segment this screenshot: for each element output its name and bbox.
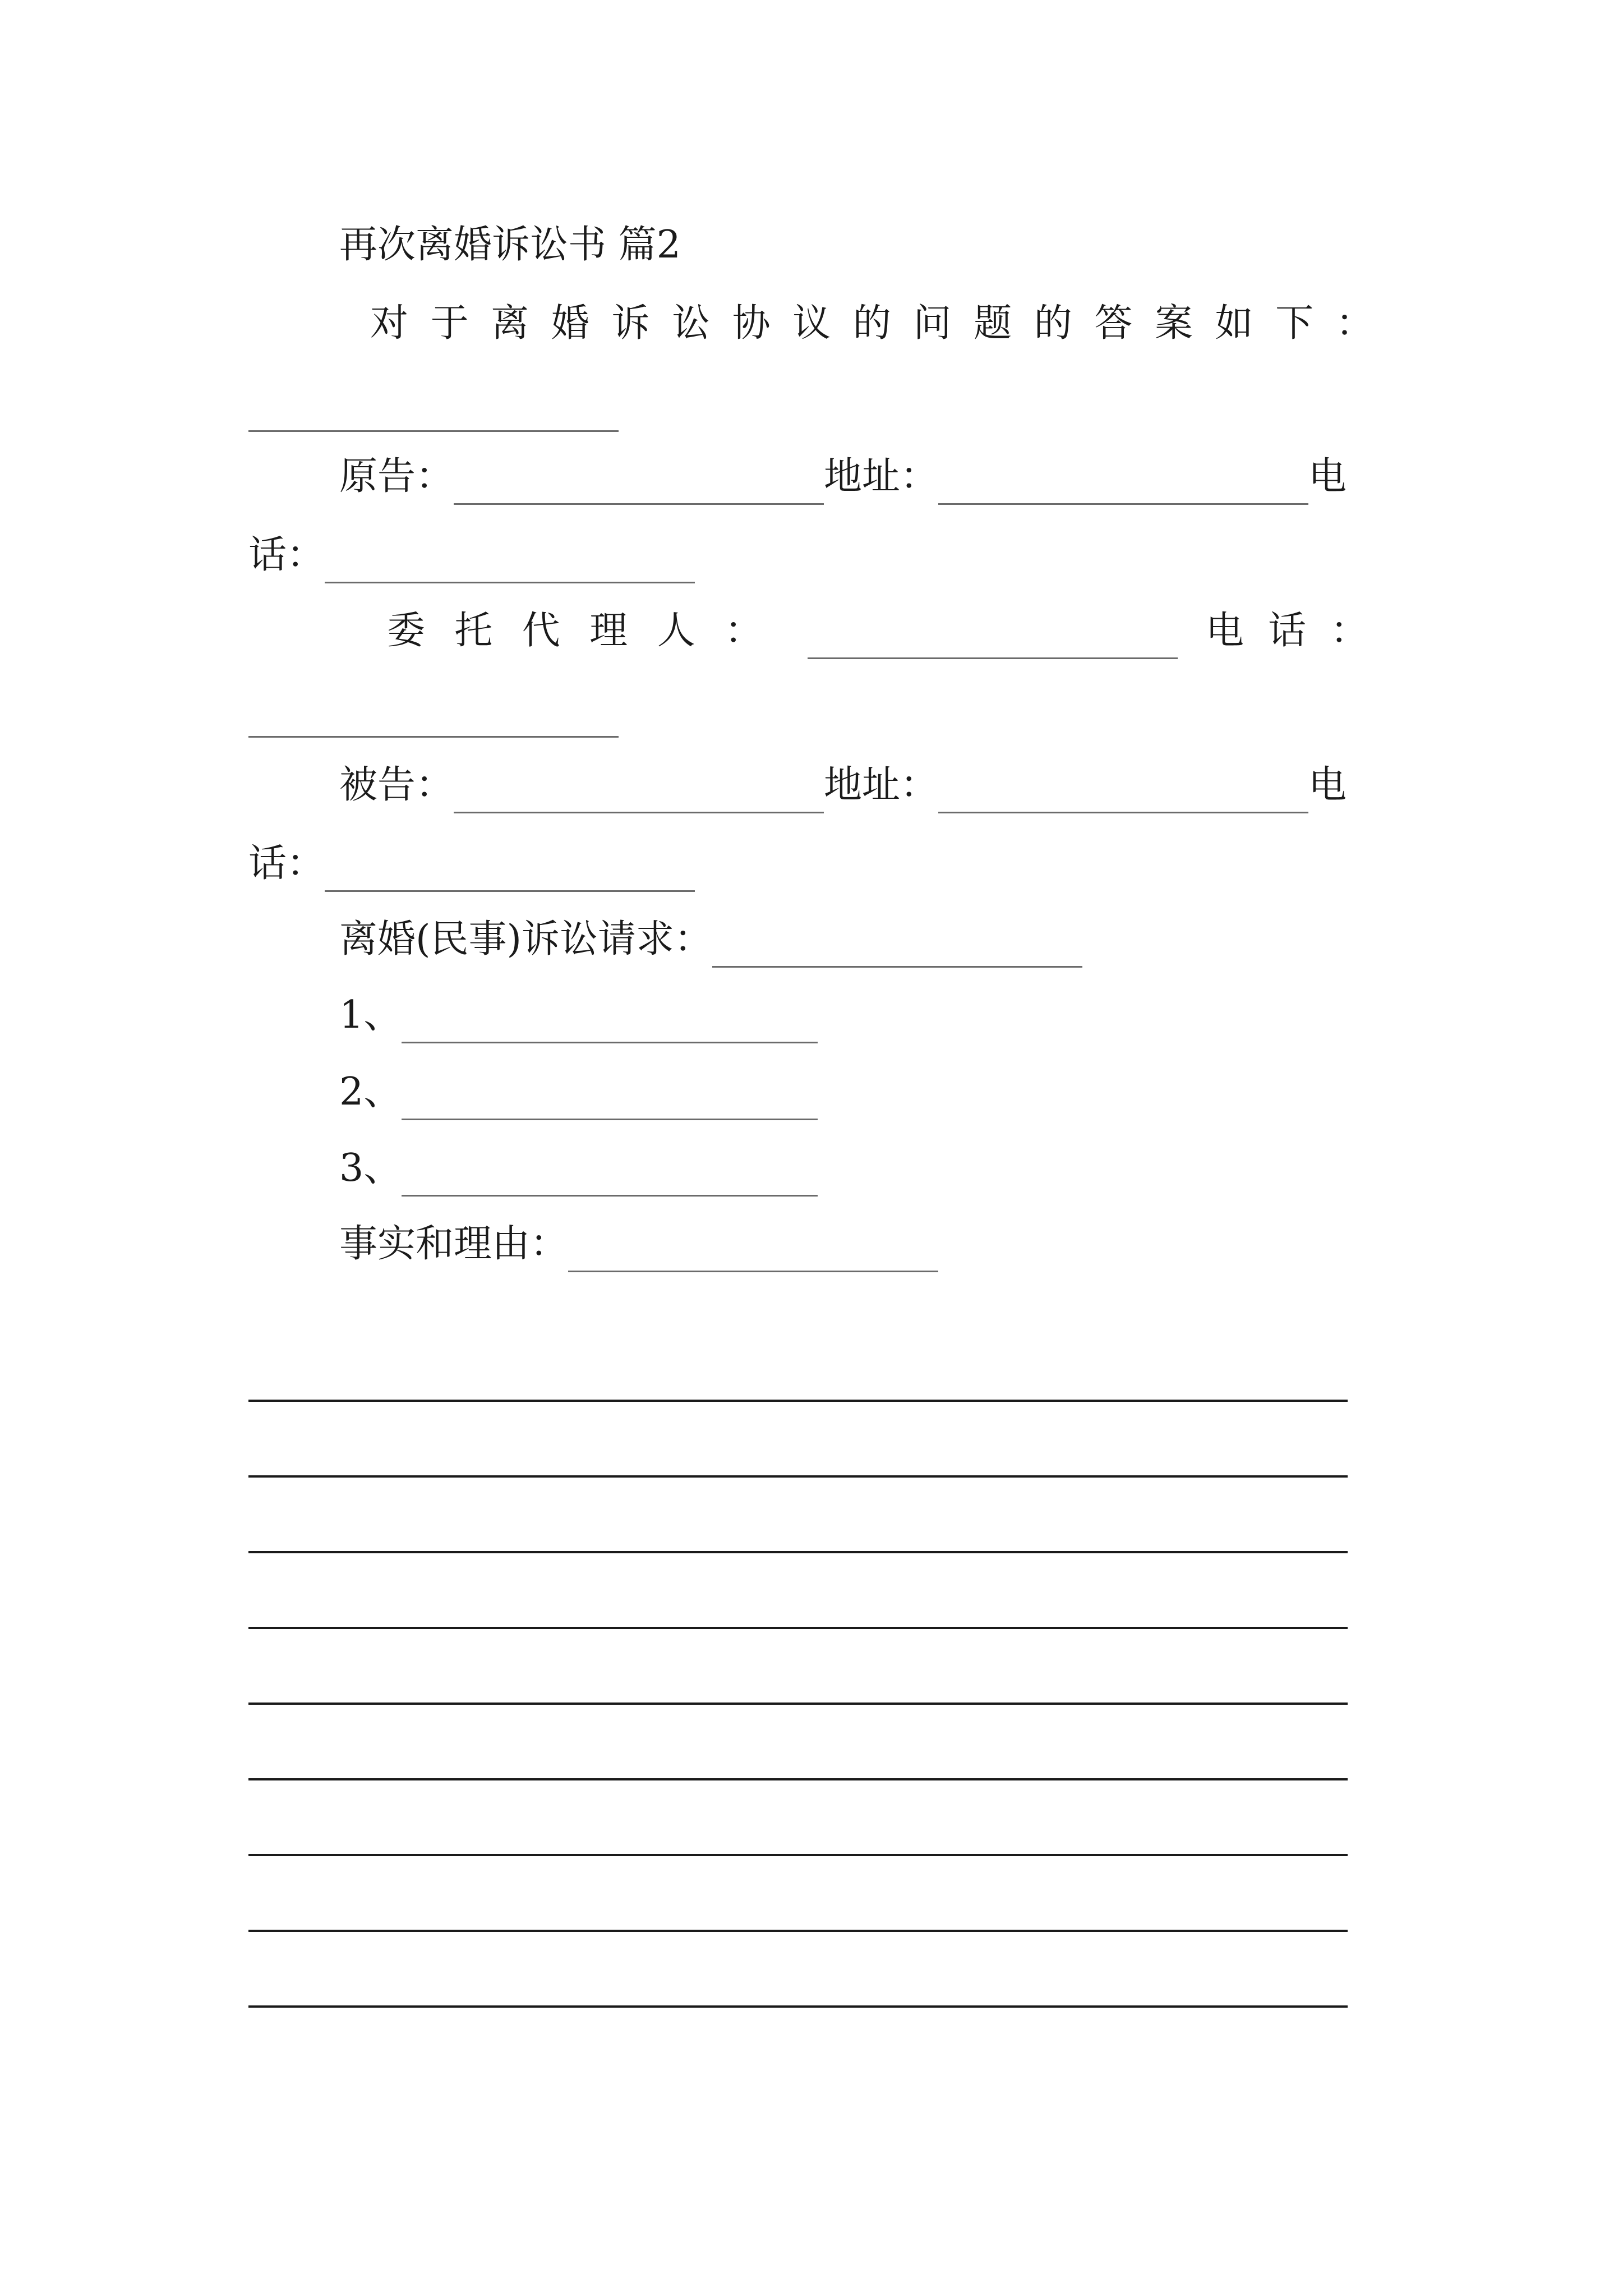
writing-line[interactable] xyxy=(248,1703,1348,1705)
plaintiff-phone-label-end: 话： xyxy=(248,533,325,577)
writing-line[interactable] xyxy=(248,1627,1348,1629)
intro-line xyxy=(370,296,1374,352)
facts-label: 事实和理由： xyxy=(339,1222,569,1266)
intro-char: 诉 xyxy=(611,301,650,346)
facts-line xyxy=(339,1216,938,1272)
plaintiff-phone-label-start: 电 xyxy=(1308,454,1347,499)
document-title xyxy=(339,217,681,273)
writing-line[interactable] xyxy=(248,1930,1348,1932)
agent-char: 理 xyxy=(589,609,628,653)
claim-item-3 xyxy=(339,1140,818,1197)
plaintiff-phone-blank[interactable] xyxy=(325,538,695,583)
intro-char: 婚 xyxy=(551,301,589,346)
defendant-name-blank[interactable] xyxy=(454,768,824,813)
claims-blank[interactable] xyxy=(712,922,1082,968)
intro-char: 如 xyxy=(1215,301,1253,346)
intro-char: 离 xyxy=(491,301,529,346)
defendant-label: 被告： xyxy=(339,763,454,807)
intro-char: 答 xyxy=(1094,301,1133,346)
writing-line[interactable] xyxy=(248,1400,1348,1402)
agent-label xyxy=(387,603,763,659)
claim-item-blank[interactable] xyxy=(402,1075,818,1120)
intro-char: 题 xyxy=(974,301,1012,346)
writing-line[interactable] xyxy=(248,1854,1348,1856)
agent-name-blank[interactable] xyxy=(808,614,1178,659)
agent-char: 代 xyxy=(522,609,560,653)
agent-phone-char: ： xyxy=(1330,609,1368,653)
intro-char: 的 xyxy=(1034,301,1072,346)
writing-line[interactable] xyxy=(248,1475,1348,1478)
intro-char: 案 xyxy=(1154,301,1193,346)
writing-line[interactable] xyxy=(248,1551,1348,1553)
agent-phone-label xyxy=(1206,603,1368,659)
defendant-address-label: 地址： xyxy=(824,763,939,807)
agent-char: 托 xyxy=(454,609,493,653)
plaintiff-line xyxy=(339,449,1347,505)
writing-line[interactable] xyxy=(248,2005,1348,2008)
intro-char: 于 xyxy=(430,301,469,346)
defendant-line xyxy=(339,757,1347,813)
writing-line[interactable] xyxy=(248,1778,1348,1780)
intro-char: 下 xyxy=(1275,301,1314,346)
plaintiff-label: 原告： xyxy=(339,454,454,499)
intro-char: ： xyxy=(1335,301,1374,346)
plaintiff-address-blank[interactable] xyxy=(938,459,1308,505)
claim-item-number: 2、 xyxy=(339,1070,402,1114)
claim-item-blank[interactable] xyxy=(402,998,818,1043)
plaintiff-name-blank[interactable] xyxy=(454,459,824,505)
intro-answer-blank[interactable] xyxy=(248,386,619,432)
defendant-address-blank[interactable] xyxy=(938,768,1308,813)
agent-line xyxy=(387,603,1374,659)
agent-phone-blank-row xyxy=(248,682,619,738)
defendant-phone-line xyxy=(248,836,695,892)
plaintiff-address-label: 地址： xyxy=(824,454,939,499)
intro-char: 的 xyxy=(852,301,891,346)
defendant-phone-blank[interactable] xyxy=(325,846,695,892)
agent-phone-blank[interactable] xyxy=(248,692,619,738)
claim-item-number: 1、 xyxy=(339,993,402,1037)
intro-char: 讼 xyxy=(672,301,711,346)
agent-char: 人 xyxy=(657,609,695,653)
intro-char: 问 xyxy=(913,301,952,346)
claim-item-number: 3、 xyxy=(339,1146,402,1190)
agent-phone-char: 电 xyxy=(1206,609,1244,653)
claim-item-1 xyxy=(339,987,818,1043)
title-text: 再次离婚诉讼书 篇2 xyxy=(339,223,681,267)
claim-item-blank[interactable] xyxy=(402,1151,818,1197)
facts-blank[interactable] xyxy=(568,1227,938,1272)
intro-answer-blank-row xyxy=(248,376,619,432)
defendant-phone-label-start: 电 xyxy=(1308,763,1347,807)
agent-char: ： xyxy=(724,609,763,653)
claims-line xyxy=(339,912,1082,968)
intro-char: 议 xyxy=(792,301,831,346)
defendant-phone-label-end: 话： xyxy=(248,841,325,886)
claims-label: 离婚(民事)诉讼请求： xyxy=(339,917,713,961)
intro-char: 协 xyxy=(732,301,771,346)
intro-char: 对 xyxy=(370,301,409,346)
agent-char: 委 xyxy=(387,609,426,653)
agent-phone-char: 话 xyxy=(1267,609,1306,653)
claim-item-2 xyxy=(339,1064,818,1120)
plaintiff-phone-line xyxy=(248,527,695,583)
